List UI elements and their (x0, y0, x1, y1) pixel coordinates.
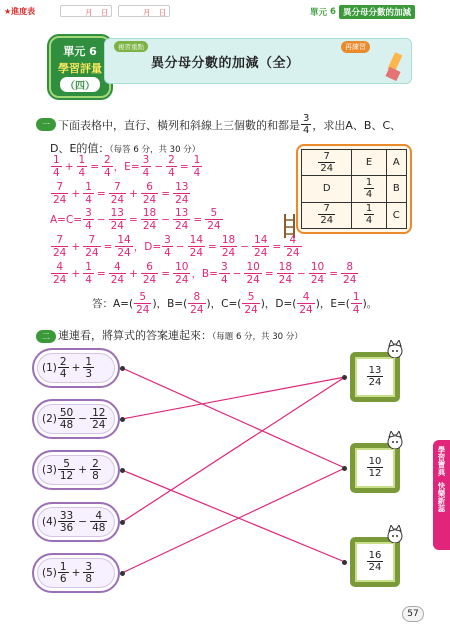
dot-left-3[interactable] (120, 468, 125, 473)
work-line-4: $\frac{7}{24}$ + $\frac{7}{24}$ = $\frac{14}{24}$ ，D= $\frac{3}{4}$ − $\frac{14}{24}$ = $\frac{18}{24}$ − $\frac{14}{24}$ = $\frac{4}{24}$ (53, 234, 300, 259)
q2-text: 連連看，將算式的答案連起來：（每題 6 分，共 30 分） (58, 329, 303, 342)
dot-right-3[interactable] (342, 560, 347, 565)
cell-r1c1: $\frac{7}{24}$ (302, 150, 352, 176)
cell-r3c2: $\frac{1}{4}$ (352, 202, 386, 228)
date-field-1[interactable]: 月 日 (60, 5, 112, 17)
banner-tag: 複習重點 (114, 41, 148, 52)
page-number: 57 (402, 606, 424, 622)
cell-r3c3: C (386, 202, 406, 228)
dot-right-1[interactable] (342, 375, 347, 380)
banner-title: 異分母分數的加減（全） (151, 56, 300, 71)
dot-left-2[interactable] (120, 417, 125, 422)
expr-3[interactable]: (3) $\frac{5}{12}$ + $\frac{2}{8}$ (32, 450, 120, 490)
work-line-1: $\frac{1}{4}$ + $\frac{1}{4}$ = $\frac{2}{4}$ ，E= $\frac{3}{4}$ − $\frac{2}{4}$ = $\frac{1}{4}$ (53, 154, 201, 179)
expr-2[interactable]: (2) $\frac{50}{48}$ − $\frac{12}{24}$ (32, 399, 120, 439)
work-line-3: A=C= $\frac{3}{4}$ − $\frac{13}{24}$ = $\frac{18}{24}$ − $\frac{13}{24}$ = $\frac{5}{24}$ (50, 207, 221, 232)
dot-left-4[interactable] (120, 520, 125, 525)
expr-4[interactable]: (4) $\frac{33}{36}$ − $\frac{4}{48}$ (32, 502, 120, 542)
cat-icon (383, 340, 407, 358)
expr-5[interactable]: (5) $\frac{1}{6}$ + $\frac{3}{8}$ (32, 553, 120, 593)
work-line-2: $\frac{7}{24}$ + $\frac{1}{4}$ = $\frac{7}{24}$ + $\frac{6}{24}$ = $\frac{13}{24}$ (53, 181, 189, 206)
expr-1[interactable]: (1) $\frac{2}{4}$ + $\frac{1}{3}$ (32, 348, 120, 388)
dot-right-2[interactable] (342, 466, 347, 471)
cat-icon (383, 525, 407, 543)
unit-header: 單元 6 異分母分數的加減 (310, 4, 415, 19)
cell-r2c3: B (386, 176, 406, 202)
cell-r2c2: $\frac{1}{4}$ (352, 176, 386, 202)
answer-b: $\frac{8}{24}$ (190, 291, 204, 316)
work-line-5: $\frac{4}{24}$ + $\frac{1}{4}$ = $\frac{4}{24}$ + $\frac{6}{24}$ = $\frac{10}{24}$ ，B= $\frac{3}{4}$ − $\frac{10}{24}$ = $\frac{18}{24}$ − $\frac{10}{24}$ = $\frac{8}{24}$ (53, 261, 357, 286)
cat-icon (383, 431, 407, 449)
answer-frame-2[interactable]: $\frac{10}{12}$ (350, 443, 400, 493)
side-tab[interactable]: 學習寶典 快樂新蕊 (433, 440, 450, 550)
q1-number: 一 (36, 118, 56, 131)
answer-frame-3[interactable]: $\frac{16}{24}$ (350, 537, 400, 587)
q1-text: 下面表格中，直行、橫列和斜線上三個數的和都是 $\frac{3}{4}$ ，求出A、B、C、 (58, 113, 402, 136)
dot-left-1[interactable] (120, 366, 125, 371)
banner-right-tag: 再練習 (341, 41, 370, 53)
dot-left-5[interactable] (120, 571, 125, 576)
answer-c: $\frac{5}{24}$ (244, 291, 258, 316)
answer-frame-1[interactable]: $\frac{13}{24}$ (350, 352, 400, 402)
cell-r3c1: $\frac{7}{24}$ (302, 202, 352, 228)
unit-badge: 單元 6 學習評量 （四） (49, 36, 111, 98)
answer-a: $\frac{5}{24}$ (136, 291, 150, 316)
line-4-to-13-24 (122, 377, 345, 522)
progress-label: ★進度表 (4, 7, 36, 16)
q1-text-2: D、E的值：（每答 6 分，共 30 分） (50, 142, 201, 155)
cell-r2c1: D (302, 176, 352, 202)
q2-number: 二 (36, 330, 56, 343)
q1-answer-line: 答： A=( $\frac{5}{24}$ )， B=( $\frac{8}{24}$ )， C=( $\frac{5}{24}$ )， D=( $\frac{4}{24}$ )， E=( $\frac{1}{4}$ )。 (92, 291, 378, 316)
answer-e: $\frac{1}{4}$ (352, 291, 360, 316)
date-field-2[interactable]: 月 日 (118, 5, 170, 17)
answer-d: $\frac{4}{24}$ (299, 291, 313, 316)
cell-r1c2: E (352, 150, 386, 176)
cell-r1c3: A (386, 150, 406, 176)
